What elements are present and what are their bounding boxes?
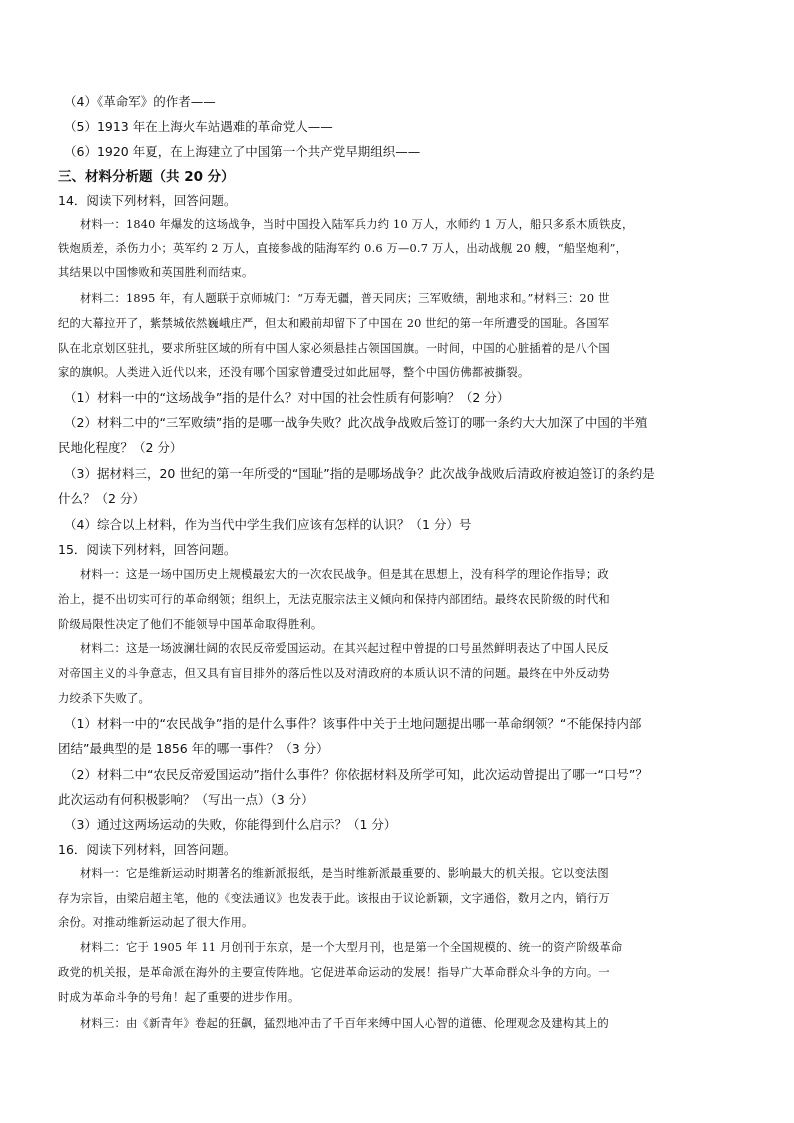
q15-sub-question: 团结”最典型的是 1856 年的哪一事件？（3 分） (58, 741, 329, 756)
q14-material-line: 其结果以中国惨败和英国胜利而结束。 (58, 266, 254, 279)
q14-material-line: 材料二：1895 年，有人题联于京师城门：“万寿无疆，普天同庆；三军败绩，割地求和。”材料三：20 世 (80, 292, 610, 305)
q15-material-line: 治上，提不出切实可行的革命纲领；组织上，无法克服宗法主义倾向和保持内部团结。最终农民阶级的时代和 (58, 593, 610, 606)
fill-item-5: （5）1913 年在上海火车站遇难的革命党人—— (64, 119, 333, 134)
q15-sub-question: （1）材料一中的“农民战争”指的是什么事件？该事件中关于土地问题提出哪一革命纲领？“不能保持内部 (64, 716, 642, 731)
q14-sub-question: 民地化程度？（2 分） (58, 440, 183, 455)
q14-material-line: 铁炮质差，杀伤力小；英军约 2 万人，直接参战的陆海军约 0.6 万—0.7 万人，出动战舰 20 艘，“船坚炮利”， (58, 242, 628, 255)
q15-sub-question: （3）通过这两场运动的失败，你能得到什么启示？（1 分） (64, 817, 397, 832)
q15-sub-question: （2）材料二中“农民反帝爱国运动”指什么事件？你依据材料及所学可知，此次运动曾提出了哪一“口号”？ (64, 767, 648, 782)
q14-sub-question: （3）据材料三，20 世纪的第一年所受的“国耻”指的是哪场战争？此次战争战败后清政府被迫签订的条约是 (64, 466, 655, 481)
q15-material-line: 材料二：这是一场波澜壮阔的农民反帝爱国运动。在其兴起过程中曾提的口号虽然鲜明表达了中国人民反 (80, 642, 609, 655)
q15-material-line: 材料一：这是一场中国历史上规模最宏大的一次农民战争。但是其在思想上，没有科学的理论作指导；政 (80, 568, 609, 581)
question-14-stem: 14．阅读下列材料，回答问题。 (58, 193, 237, 208)
q15-sub-question: 此次运动有何积极影响？（写出一点）（3 分） (58, 792, 314, 807)
q15-material-line: 对帝国主义的斗争意志，但又具有盲目排外的落后性以及对清政府的本质认识不清的问题。最终在中外反动势 (58, 667, 610, 680)
q14-material-line: 材料一：1840 年爆发的这场战争，当时中国投入陆军兵力约 10 万人，水师约 1 万人，船只多系木质铁皮， (80, 218, 634, 231)
question-15-stem: 15．阅读下列材料，回答问题。 (58, 542, 237, 557)
q16-material-line: 时成为革命斗争的号角！起了重要的进步作用。 (58, 991, 300, 1004)
q14-material-line: 纪的大幕拉开了，紫禁城依然巍峨庄严，但太和殿前却留下了中国在 20 世纪的第一年所遭受的国耻。各国军 (58, 317, 610, 330)
q14-sub-question: （1）材料一中的“这场战争”指的是什么？对中国的社会性质有何影响？（2 分） (64, 390, 510, 405)
q14-material-line: 队在北京划区驻扎，要求所驻区域的所有中国人家必须悬挂占领国国旗。一时间，中国的心脏插着的是八个国 (58, 342, 610, 355)
q14-sub-question: （2）材料二中的“三军败绩”指的是哪一战争失败？此次战争战败后签订的哪一条约大大加深了中国的半殖 (64, 415, 648, 430)
q14-material-line: 家的旗帜。人类进入近代以来，还没有哪个国家曾遭受过如此屈辱，整个中国仿佛都被撕裂。 (58, 366, 530, 379)
q16-material-line: 材料一：它是维新运动时期著名的维新派报纸，是当时维新派最重要的、影响最大的机关报。它以变法图 (80, 867, 609, 880)
q14-sub-question: 什么？（2 分） (58, 491, 145, 506)
q15-material-line: 阶级局限性决定了他们不能领导中国革命取得胜利。 (58, 618, 323, 631)
q16-material-line: 材料二：它于 1905 年 11 月创刊于东京，是一个大型月刊，也是第一个全国规模的、统一的资产阶级革命 (80, 941, 623, 954)
q16-material-line: 材料三：由《新青年》卷起的狂飙，猛烈地冲击了千百年来缚中国人心智的道德、伦理观念及建构其上的 (80, 1017, 609, 1030)
q16-material-line: 存为宗旨，由梁启超主笔，他的《变法通议》也发表于此。该报由于议论新颖，文字通俗，数月之内，销行万 (58, 892, 610, 905)
fill-item-6: （6）1920 年夏，在上海建立了中国第一个共产党早期组织—— (64, 144, 421, 159)
q15-material-line: 力绞杀下失败了。 (58, 692, 150, 705)
q16-material-line: 余份。对推动维新运动起了很大作用。 (58, 916, 254, 929)
q16-material-line: 政党的机关报，是革命派在海外的主要宣传阵地。它促进革命运动的发展！指导广大革命群众斗争的方向。一 (58, 966, 610, 979)
question-16-stem: 16．阅读下列材料，回答问题。 (58, 842, 237, 857)
fill-item-4: （4）《革命军》的作者—— (64, 94, 216, 109)
q14-sub-question: （4）综合以上材料，作为当代中学生我们应该有怎样的认识？（1 分）号 (64, 517, 472, 532)
section-heading: 三、材料分析题（共 20 分） (58, 169, 235, 185)
